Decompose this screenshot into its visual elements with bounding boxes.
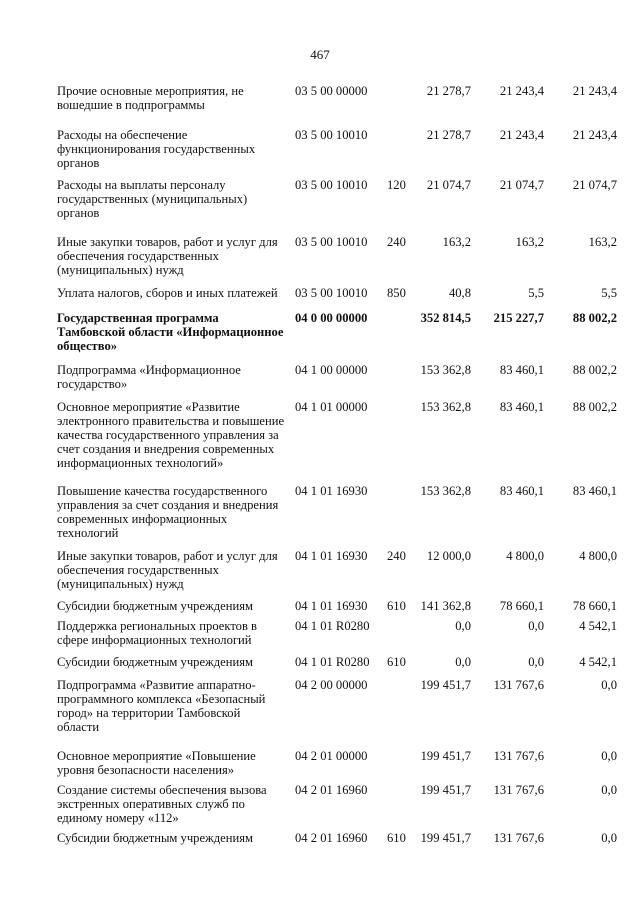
- row-code: 04 1 01 R0280: [295, 655, 370, 669]
- row-amount-3: 78 660,1: [572, 599, 617, 613]
- row-amount-2: 131 767,6: [493, 831, 544, 845]
- row-amount-1: 21 278,7: [426, 128, 471, 142]
- table-row: [57, 831, 617, 845]
- row-code: 04 2 01 00000: [295, 749, 368, 763]
- row-amount-3: 83 460,1: [572, 484, 617, 498]
- table-row: [57, 178, 617, 220]
- row-amount-3: 0,0: [601, 831, 617, 845]
- row-amount-2: 163,2: [515, 235, 544, 249]
- row-amount-3: 88 002,2: [572, 400, 617, 414]
- table-row: [57, 128, 617, 170]
- row-amount-2: 21 074,7: [499, 178, 544, 192]
- row-amount-1: 352 814,5: [420, 311, 471, 325]
- row-amount-2: 5,5: [528, 286, 544, 300]
- row-amount-2: 83 460,1: [499, 400, 544, 414]
- row-amount-3: 21 243,4: [572, 128, 617, 142]
- row-amount-1: 12 000,0: [426, 549, 471, 563]
- row-name: Повышение качества государственного управления за счет создания и внедрения современных информационных технологий: [57, 484, 279, 540]
- table-row: [57, 286, 617, 300]
- page-number: 467: [310, 47, 330, 62]
- row-amount-2: 83 460,1: [499, 363, 544, 377]
- row-amount-2: 78 660,1: [499, 599, 544, 613]
- table-row: [57, 363, 617, 391]
- row-code: 04 2 01 16960: [295, 783, 368, 797]
- table-row: [57, 678, 617, 734]
- row-amount-3: 21 243,4: [572, 84, 617, 98]
- row-expense-type: 610: [387, 831, 406, 845]
- row-amount-1: 199 451,7: [420, 749, 471, 763]
- row-amount-3: 4 800,0: [579, 549, 617, 563]
- row-name: Основное мероприятие «Повышение уровня безопасности населения»: [57, 749, 256, 777]
- row-name: Иные закупки товаров, работ и услуг для обеспечения государственных (муниципальных) нужд: [57, 235, 278, 277]
- table-row: [57, 84, 617, 112]
- row-amount-3: 0,0: [601, 678, 617, 692]
- row-name: Уплата налогов, сборов и иных платежей: [57, 286, 278, 300]
- row-amount-1: 21 278,7: [426, 84, 471, 98]
- row-amount-3: 0,0: [601, 783, 617, 797]
- row-amount-1: 199 451,7: [420, 831, 471, 845]
- row-code: 04 1 01 R0280: [295, 619, 370, 633]
- row-name: Субсидии бюджетным учреждениям: [57, 831, 253, 845]
- row-code: 04 1 00 00000: [295, 363, 368, 377]
- table-row: [57, 311, 617, 353]
- row-amount-1: 141 362,8: [420, 599, 471, 613]
- row-code: 04 2 00 00000: [295, 678, 368, 692]
- table-row: [57, 783, 617, 825]
- row-expense-type: 850: [387, 286, 406, 300]
- row-code: 04 0 00 00000: [295, 311, 368, 325]
- row-code: 03 5 00 10010: [295, 178, 368, 192]
- table-row: [57, 655, 617, 669]
- row-amount-3: 88 002,2: [572, 311, 617, 325]
- table-row: [57, 484, 617, 540]
- row-name: Создание системы обеспечения вызова экстренных оперативных служб по единому номеру «112»: [57, 783, 267, 825]
- row-expense-type: 240: [387, 235, 406, 249]
- row-amount-1: 199 451,7: [420, 678, 471, 692]
- row-amount-1: 21 074,7: [426, 178, 471, 192]
- row-name: Иные закупки товаров, работ и услуг для обеспечения государственных (муниципальных) нужд: [57, 549, 278, 591]
- row-amount-3: 0,0: [601, 749, 617, 763]
- row-name: Подпрограмма «Информационное государство»: [57, 363, 241, 391]
- row-amount-1: 153 362,8: [420, 484, 471, 498]
- row-code: 03 5 00 10010: [295, 286, 368, 300]
- row-amount-2: 0,0: [528, 619, 544, 633]
- row-code: 03 5 00 00000: [295, 84, 368, 98]
- row-code: 04 1 01 16930: [295, 549, 368, 563]
- row-name: Прочие основные мероприятия, не вошедшие в подпрограммы: [57, 84, 244, 112]
- row-amount-1: 0,0: [455, 619, 471, 633]
- row-expense-type: 610: [387, 599, 406, 613]
- row-amount-2: 83 460,1: [499, 484, 544, 498]
- row-code: 04 1 01 16930: [295, 599, 368, 613]
- row-code: 03 5 00 10010: [295, 128, 368, 142]
- row-name: Основное мероприятие «Развитие электронного правительства и повышение качества государственного управления за счет создания и внедрения современных информационных технологий»: [57, 400, 285, 470]
- row-name: Государственная программа Тамбовской области «Информационное общество»: [57, 311, 284, 353]
- row-amount-3: 5,5: [601, 286, 617, 300]
- row-amount-1: 199 451,7: [420, 783, 471, 797]
- row-amount-2: 215 227,7: [493, 311, 544, 325]
- table-row: [57, 549, 617, 591]
- row-amount-2: 0,0: [528, 655, 544, 669]
- row-amount-1: 0,0: [455, 655, 471, 669]
- row-name: Расходы на выплаты персоналу государственных (муниципальных) органов: [57, 178, 248, 220]
- row-amount-1: 153 362,8: [420, 363, 471, 377]
- row-name: Субсидии бюджетным учреждениям: [57, 655, 253, 669]
- row-code: 04 1 01 00000: [295, 400, 368, 414]
- row-amount-2: 131 767,6: [493, 678, 544, 692]
- row-code: 04 2 01 16960: [295, 831, 368, 845]
- row-amount-3: 163,2: [588, 235, 617, 249]
- row-amount-1: 40,8: [448, 286, 471, 300]
- row-amount-3: 21 074,7: [572, 178, 617, 192]
- row-expense-type: 120: [387, 178, 406, 192]
- row-amount-2: 131 767,6: [493, 783, 544, 797]
- row-amount-3: 4 542,1: [579, 655, 617, 669]
- table-row: [57, 619, 617, 647]
- budget-table: [57, 84, 617, 845]
- row-amount-1: 153 362,8: [420, 400, 471, 414]
- row-amount-1: 163,2: [442, 235, 471, 249]
- table-row: [57, 235, 617, 277]
- row-amount-3: 88 002,2: [572, 363, 617, 377]
- row-name: Подпрограмма «Развитие аппаратно-программного комплекса «Безопасный город» на территории Тамбовской области: [57, 678, 266, 734]
- row-amount-2: 21 243,4: [499, 84, 544, 98]
- row-code: 03 5 00 10010: [295, 235, 368, 249]
- table-row: [57, 400, 617, 470]
- row-amount-3: 4 542,1: [579, 619, 617, 633]
- table-row: [57, 599, 617, 613]
- row-amount-2: 131 767,6: [493, 749, 544, 763]
- row-name: Расходы на обеспечение функционирования государственных органов: [57, 128, 256, 170]
- row-code: 04 1 01 16930: [295, 484, 368, 498]
- row-amount-2: 4 800,0: [506, 549, 544, 563]
- row-amount-2: 21 243,4: [499, 128, 544, 142]
- row-name: Поддержка региональных проектов в сфере информационных технологий: [57, 619, 258, 647]
- row-name: Субсидии бюджетным учреждениям: [57, 599, 253, 613]
- row-expense-type: 610: [387, 655, 406, 669]
- row-expense-type: 240: [387, 549, 406, 563]
- table-row: [57, 749, 617, 777]
